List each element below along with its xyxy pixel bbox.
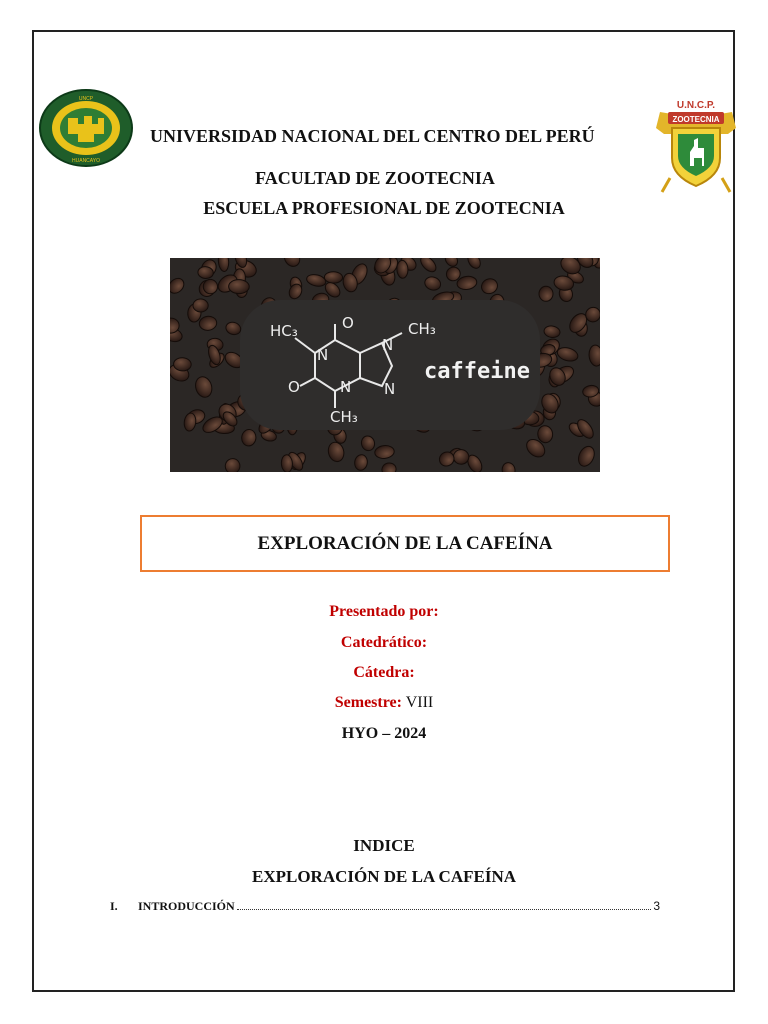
- uncp-seal-logo: [38, 88, 134, 168]
- svg-text:HC₃: HC₃: [270, 322, 298, 340]
- svg-text:N: N: [317, 346, 329, 364]
- caffeine-word: caffeine: [424, 359, 530, 384]
- index-subtitle: EXPLORACIÓN DE LA CAFEÍNA: [252, 867, 516, 886]
- semester-label: Semestre:: [334, 694, 402, 711]
- title-box: [140, 515, 670, 572]
- document-title: EXPLORACIÓN DE LA CAFEÍNA: [257, 533, 553, 554]
- toc-leader-dots: [237, 908, 652, 910]
- svg-text:ZOOTECNIA: ZOOTECNIA: [672, 115, 720, 124]
- svg-text:N: N: [340, 378, 352, 396]
- toc-entry-number: I.: [110, 899, 118, 913]
- svg-text:HUANCAYO: HUANCAYO: [72, 158, 100, 164]
- svg-text:O: O: [342, 314, 354, 332]
- caffeine-cover-image: [170, 258, 600, 472]
- toc-entry[interactable]: [110, 899, 660, 914]
- svg-text:U.N.C.P.: U.N.C.P.: [676, 100, 716, 111]
- svg-text:O: O: [288, 378, 300, 396]
- course-label: Cátedra:: [353, 664, 415, 681]
- svg-text:UNCP: UNCP: [78, 96, 94, 102]
- svg-text:CH₃: CH₃: [408, 320, 436, 338]
- school-name: ESCUELA PROFESIONAL DE ZOOTECNIA: [203, 198, 565, 218]
- semester-value: VIII: [405, 694, 434, 711]
- svg-text:CH₃: CH₃: [330, 408, 358, 426]
- index-heading: INDICE: [353, 836, 415, 855]
- university-name: UNIVERSIDAD NACIONAL DEL CENTRO DEL PERÚ: [150, 126, 595, 146]
- faculty-name: FACULTAD DE ZOOTECNIA: [255, 168, 495, 188]
- semester-line: [0, 694, 768, 712]
- svg-text:N: N: [382, 336, 394, 354]
- presented-by-label: Presentado por:: [329, 603, 439, 620]
- svg-text:N: N: [384, 380, 396, 398]
- caffeine-molecule-diagram: [170, 258, 600, 472]
- place-year: HYO – 2024: [341, 725, 427, 742]
- toc-entry-label: INTRODUCCIÓN: [138, 899, 235, 913]
- professor-label: Catedrático:: [340, 634, 428, 651]
- toc-entry-page: 3: [653, 899, 660, 913]
